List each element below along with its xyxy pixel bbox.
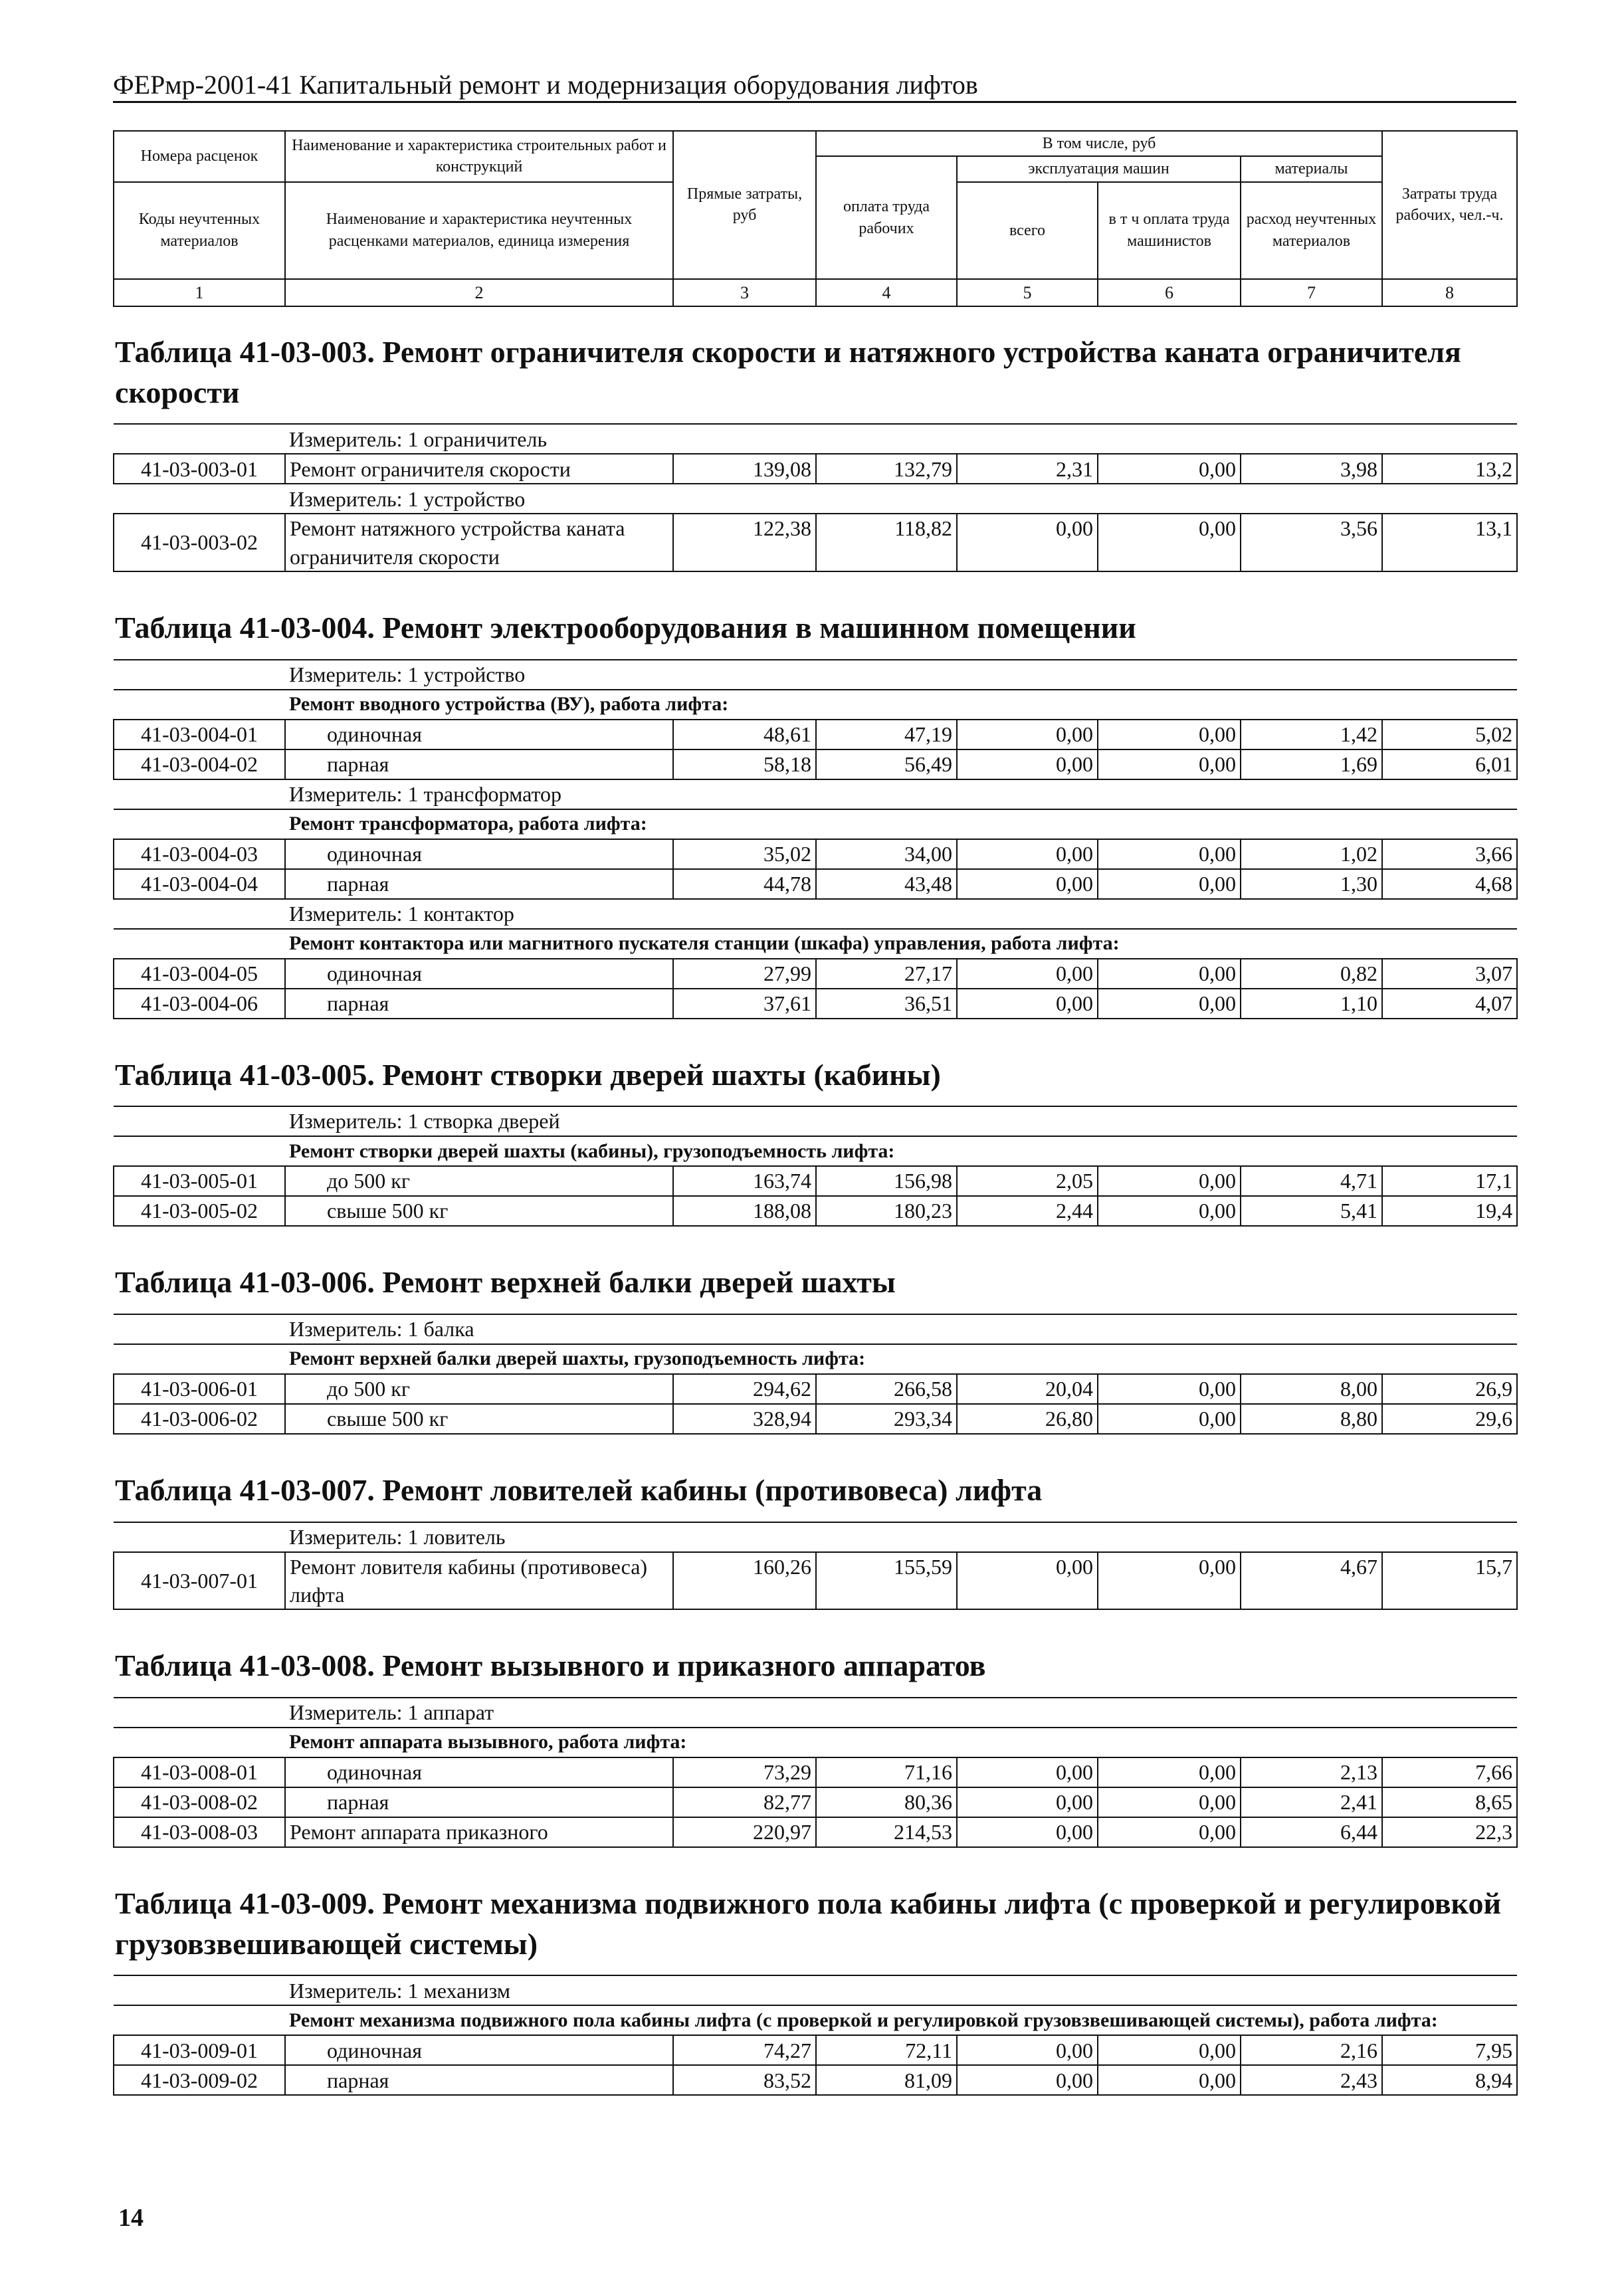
table-title-row bbox=[114, 1243, 1517, 1314]
direct-cost: 82,77 bbox=[673, 1787, 816, 1817]
labor-pay: 118,82 bbox=[816, 514, 957, 571]
rate-code: 41-03-005-01 bbox=[114, 1166, 285, 1196]
labor-pay: 81,09 bbox=[816, 2065, 957, 2095]
work-name: свыше 500 кг bbox=[285, 1196, 673, 1226]
header-rashod: расход неучтенных материалов bbox=[1241, 182, 1382, 279]
measure-unit: Измеритель: 1 трансформатор bbox=[285, 779, 1517, 809]
table-title-row bbox=[114, 312, 1517, 424]
measure-unit: Измеритель: 1 механизм bbox=[285, 1975, 1517, 2005]
labor-hours: 8,65 bbox=[1382, 1787, 1517, 1817]
measure-unit-row bbox=[114, 779, 1517, 809]
labor-hours: 13,2 bbox=[1382, 454, 1517, 484]
direct-cost: 220,97 bbox=[673, 1817, 816, 1847]
work-name: одиночная bbox=[285, 2035, 673, 2065]
rate-code: 41-03-004-06 bbox=[114, 989, 285, 1019]
header-num: 5 bbox=[957, 279, 1098, 306]
table-row bbox=[114, 1404, 1517, 1434]
labor-pay: 43,48 bbox=[816, 869, 957, 899]
measure-unit: Измеритель: 1 створка дверей bbox=[285, 1106, 1517, 1136]
measure-unit-row bbox=[114, 1314, 1517, 1344]
work-name: одиночная bbox=[285, 1757, 673, 1787]
materials: 2,16 bbox=[1241, 2035, 1382, 2065]
header-oplata: оплата труда рабочих bbox=[816, 156, 957, 278]
group-heading: Ремонт верхней балки дверей шахты, грузоподъемность лифта: bbox=[285, 1344, 1517, 1374]
header-vtch: в т ч оплата труда машинистов bbox=[1098, 182, 1241, 279]
direct-cost: 160,26 bbox=[673, 1552, 816, 1609]
machines-total: 2,05 bbox=[957, 1166, 1098, 1196]
rate-code: 41-03-004-05 bbox=[114, 959, 285, 989]
table-row bbox=[114, 1787, 1517, 1817]
empty-cell bbox=[114, 809, 285, 839]
measure-unit-row bbox=[114, 1975, 1517, 2005]
empty-cell bbox=[114, 424, 285, 454]
labor-pay: 47,19 bbox=[816, 720, 957, 749]
materials: 1,02 bbox=[1241, 839, 1382, 869]
table-title: Таблица 41-03-003. Ремонт ограничителя скорости и натяжного устройства каната ограничителя скорости bbox=[115, 335, 1461, 409]
measure-unit: Измеритель: 1 ловитель bbox=[285, 1522, 1517, 1552]
machines-total: 0,00 bbox=[957, 2065, 1098, 2095]
table-row bbox=[114, 749, 1517, 779]
labor-pay: 155,59 bbox=[816, 1552, 957, 1609]
measure-unit: Измеритель: 1 балка bbox=[285, 1314, 1517, 1344]
rate-code: 41-03-006-02 bbox=[114, 1404, 285, 1434]
header-num: 4 bbox=[816, 279, 957, 306]
table-row bbox=[114, 1166, 1517, 1196]
table-row bbox=[114, 1757, 1517, 1787]
labor-hours: 7,95 bbox=[1382, 2035, 1517, 2065]
measure-unit: Измеритель: 1 ограничитель bbox=[285, 424, 1517, 454]
header-num: 7 bbox=[1241, 279, 1382, 306]
labor-hours: 13,1 bbox=[1382, 514, 1517, 571]
machinists-pay: 0,00 bbox=[1098, 1196, 1241, 1226]
rates-table bbox=[113, 312, 1518, 2096]
group-heading-row bbox=[114, 929, 1517, 959]
labor-pay: 293,34 bbox=[816, 1404, 957, 1434]
measure-unit-row bbox=[114, 484, 1517, 514]
table-row bbox=[114, 514, 1517, 571]
rate-code: 41-03-008-01 bbox=[114, 1757, 285, 1787]
machinists-pay: 0,00 bbox=[1098, 1374, 1241, 1404]
table-title: Таблица 41-03-007. Ремонт ловителей кабины (противовеса) лифта bbox=[115, 1473, 1043, 1508]
empty-cell bbox=[114, 1226, 1517, 1243]
group-heading: Ремонт механизма подвижного пола кабины лифта (с проверкой и регулировкой грузовзвешивающей системы), работа лифта: bbox=[285, 2005, 1517, 2035]
work-name: парная bbox=[285, 989, 673, 1019]
empty-cell bbox=[114, 1314, 285, 1344]
header-numbers-row bbox=[114, 279, 1517, 306]
table-row bbox=[114, 720, 1517, 749]
materials: 1,30 bbox=[1241, 869, 1382, 899]
machinists-pay: 0,00 bbox=[1098, 514, 1241, 571]
machinists-pay: 0,00 bbox=[1098, 839, 1241, 869]
labor-hours: 5,02 bbox=[1382, 720, 1517, 749]
measure-unit-row bbox=[114, 660, 1517, 690]
table-title-cell bbox=[114, 1243, 1517, 1314]
table-row bbox=[114, 2065, 1517, 2095]
group-heading-row bbox=[114, 1728, 1517, 1757]
machines-total: 0,00 bbox=[957, 514, 1098, 571]
work-name: одиночная bbox=[285, 720, 673, 749]
labor-hours: 15,7 bbox=[1382, 1552, 1517, 1609]
empty-cell bbox=[114, 1019, 1517, 1035]
measure-unit-row bbox=[114, 899, 1517, 929]
direct-cost: 27,99 bbox=[673, 959, 816, 989]
empty-cell bbox=[114, 1609, 1517, 1626]
empty-cell bbox=[114, 690, 285, 720]
table-title-cell bbox=[114, 1626, 1517, 1698]
header-num: 6 bbox=[1098, 279, 1241, 306]
machinists-pay: 0,00 bbox=[1098, 2065, 1241, 2095]
table-row bbox=[114, 1374, 1517, 1404]
header-ekspl: эксплуатация машин bbox=[957, 156, 1241, 181]
machinists-pay: 0,00 bbox=[1098, 989, 1241, 1019]
header-nomera: Номера расценок bbox=[114, 131, 285, 182]
measure-unit: Измеритель: 1 устройство bbox=[285, 660, 1517, 690]
labor-hours: 4,68 bbox=[1382, 869, 1517, 899]
table-spacer bbox=[114, 1226, 1517, 1243]
rate-code: 41-03-006-01 bbox=[114, 1374, 285, 1404]
table-title-row bbox=[114, 1626, 1517, 1698]
direct-cost: 35,02 bbox=[673, 839, 816, 869]
group-heading: Ремонт контактора или магнитного пускателя станции (шкафа) управления, работа лифта: bbox=[285, 929, 1517, 959]
labor-pay: 156,98 bbox=[816, 1166, 957, 1196]
work-name: до 500 кг bbox=[285, 1374, 673, 1404]
machines-total: 0,00 bbox=[957, 869, 1098, 899]
labor-pay: 80,36 bbox=[816, 1787, 957, 1817]
table-title: Таблица 41-03-008. Ремонт вызывного и приказного аппаратов bbox=[115, 1648, 986, 1683]
direct-cost: 328,94 bbox=[673, 1404, 816, 1434]
materials: 6,44 bbox=[1241, 1817, 1382, 1847]
group-heading: Ремонт трансформатора, работа лифта: bbox=[285, 809, 1517, 839]
labor-hours: 17,1 bbox=[1382, 1166, 1517, 1196]
materials: 8,80 bbox=[1241, 1404, 1382, 1434]
machinists-pay: 0,00 bbox=[1098, 869, 1241, 899]
direct-cost: 73,29 bbox=[673, 1757, 816, 1787]
machines-total: 0,00 bbox=[957, 1757, 1098, 1787]
materials: 4,71 bbox=[1241, 1166, 1382, 1196]
table-row bbox=[114, 2035, 1517, 2065]
empty-cell bbox=[114, 779, 285, 809]
labor-hours: 26,9 bbox=[1382, 1374, 1517, 1404]
work-name: до 500 кг bbox=[285, 1166, 673, 1196]
machinists-pay: 0,00 bbox=[1098, 959, 1241, 989]
labor-hours: 6,01 bbox=[1382, 749, 1517, 779]
table-row bbox=[114, 839, 1517, 869]
table-spacer bbox=[114, 1019, 1517, 1035]
measure-unit: Измеритель: 1 контактор bbox=[285, 899, 1517, 929]
machines-total: 0,00 bbox=[957, 989, 1098, 1019]
machinists-pay: 0,00 bbox=[1098, 749, 1241, 779]
work-name: парная bbox=[285, 749, 673, 779]
materials: 2,13 bbox=[1241, 1757, 1382, 1787]
table-row bbox=[114, 454, 1517, 484]
rate-code: 41-03-009-02 bbox=[114, 2065, 285, 2095]
table-row bbox=[114, 959, 1517, 989]
header-vtom: В том числе, руб bbox=[816, 131, 1382, 156]
title-rule bbox=[113, 101, 1516, 103]
labor-hours: 7,66 bbox=[1382, 1757, 1517, 1787]
labor-pay: 34,00 bbox=[816, 839, 957, 869]
group-heading: Ремонт вводного устройства (ВУ), работа лифта: bbox=[285, 690, 1517, 720]
table-spacer bbox=[114, 1434, 1517, 1450]
machinists-pay: 0,00 bbox=[1098, 1787, 1241, 1817]
column-header-table bbox=[113, 130, 1518, 307]
rate-code: 41-03-007-01 bbox=[114, 1552, 285, 1609]
table-spacer bbox=[114, 1609, 1517, 1626]
empty-cell bbox=[114, 899, 285, 929]
table-title-cell bbox=[114, 312, 1517, 424]
page-title: ФЕРмр-2001-41 Капитальный ремонт и модернизация оборудования лифтов bbox=[113, 70, 978, 100]
work-name: одиночная bbox=[285, 839, 673, 869]
machinists-pay: 0,00 bbox=[1098, 1552, 1241, 1609]
machines-total: 2,31 bbox=[957, 454, 1098, 484]
rate-code: 41-03-003-02 bbox=[114, 514, 285, 571]
direct-cost: 188,08 bbox=[673, 1196, 816, 1226]
rate-code: 41-03-005-02 bbox=[114, 1196, 285, 1226]
table-title-cell bbox=[114, 588, 1517, 660]
header-num: 8 bbox=[1382, 279, 1517, 306]
labor-pay: 132,79 bbox=[816, 454, 957, 484]
labor-pay: 71,16 bbox=[816, 1757, 957, 1787]
machines-total: 0,00 bbox=[957, 839, 1098, 869]
table-row bbox=[114, 1196, 1517, 1226]
direct-cost: 122,38 bbox=[673, 514, 816, 571]
group-heading: Ремонт аппарата вызывного, работа лифта: bbox=[285, 1728, 1517, 1757]
machinists-pay: 0,00 bbox=[1098, 454, 1241, 484]
empty-cell bbox=[114, 1522, 285, 1552]
direct-cost: 74,27 bbox=[673, 2035, 816, 2065]
measure-unit-row bbox=[114, 1106, 1517, 1136]
direct-cost: 83,52 bbox=[673, 2065, 816, 2095]
table-title-row bbox=[114, 1864, 1517, 1975]
materials: 0,82 bbox=[1241, 959, 1382, 989]
rate-code: 41-03-009-01 bbox=[114, 2035, 285, 2065]
empty-cell bbox=[114, 929, 285, 959]
direct-cost: 37,61 bbox=[673, 989, 816, 1019]
machines-total: 2,44 bbox=[957, 1196, 1098, 1226]
rate-code: 41-03-004-02 bbox=[114, 749, 285, 779]
table-title-cell bbox=[114, 1035, 1517, 1107]
machinists-pay: 0,00 bbox=[1098, 1166, 1241, 1196]
table-title: Таблица 41-03-004. Ремонт электрооборудования в машинном помещении bbox=[115, 610, 1136, 645]
measure-unit-row bbox=[114, 1522, 1517, 1552]
rate-code: 41-03-008-03 bbox=[114, 1817, 285, 1847]
work-name: парная bbox=[285, 2065, 673, 2095]
group-heading-row bbox=[114, 690, 1517, 720]
work-name: одиночная bbox=[285, 959, 673, 989]
work-name: свыше 500 кг bbox=[285, 1404, 673, 1434]
labor-pay: 27,17 bbox=[816, 959, 957, 989]
table-title-cell bbox=[114, 1864, 1517, 1975]
labor-hours: 22,3 bbox=[1382, 1817, 1517, 1847]
empty-cell bbox=[114, 1434, 1517, 1450]
machines-total: 0,00 bbox=[957, 720, 1098, 749]
machines-total: 0,00 bbox=[957, 959, 1098, 989]
machines-total: 26,80 bbox=[957, 1404, 1098, 1434]
table-row bbox=[114, 869, 1517, 899]
work-name: Ремонт натяжного устройства каната ограничителя скорости bbox=[285, 514, 673, 571]
machinists-pay: 0,00 bbox=[1098, 1817, 1241, 1847]
rate-code: 41-03-003-01 bbox=[114, 454, 285, 484]
work-name: Ремонт ограничителя скорости bbox=[285, 454, 673, 484]
rate-code: 41-03-004-03 bbox=[114, 839, 285, 869]
labor-pay: 56,49 bbox=[816, 749, 957, 779]
empty-cell bbox=[114, 1728, 285, 1757]
empty-cell bbox=[114, 660, 285, 690]
empty-cell bbox=[114, 571, 1517, 588]
rate-code: 41-03-004-01 bbox=[114, 720, 285, 749]
work-name: Ремонт ловителя кабины (противовеса) лифта bbox=[285, 1552, 673, 1609]
table-title: Таблица 41-03-005. Ремонт створки дверей шахты (кабины) bbox=[115, 1057, 941, 1092]
machinists-pay: 0,00 bbox=[1098, 720, 1241, 749]
header-zatraty: Затраты труда рабочих, чел.-ч. bbox=[1382, 131, 1517, 279]
machines-total: 0,00 bbox=[957, 1817, 1098, 1847]
direct-cost: 58,18 bbox=[673, 749, 816, 779]
header-kody: Коды неучтенных материалов bbox=[114, 182, 285, 279]
header-materialy: материалы bbox=[1241, 156, 1382, 181]
labor-hours: 19,4 bbox=[1382, 1196, 1517, 1226]
labor-pay: 72,11 bbox=[816, 2035, 957, 2065]
direct-cost: 44,78 bbox=[673, 869, 816, 899]
table-spacer bbox=[114, 1847, 1517, 1864]
machinists-pay: 0,00 bbox=[1098, 1757, 1241, 1787]
page-number: 14 bbox=[118, 2204, 144, 2232]
labor-pay: 180,23 bbox=[816, 1196, 957, 1226]
machines-total: 0,00 bbox=[957, 1787, 1098, 1817]
rate-code: 41-03-004-04 bbox=[114, 869, 285, 899]
materials: 1,42 bbox=[1241, 720, 1382, 749]
materials: 8,00 bbox=[1241, 1374, 1382, 1404]
empty-cell bbox=[114, 484, 285, 514]
machines-total: 0,00 bbox=[957, 2035, 1098, 2065]
measure-unit-row bbox=[114, 1698, 1517, 1728]
machines-total: 0,00 bbox=[957, 1552, 1098, 1609]
materials: 1,69 bbox=[1241, 749, 1382, 779]
direct-cost: 48,61 bbox=[673, 720, 816, 749]
empty-cell bbox=[114, 1698, 285, 1728]
machinists-pay: 0,00 bbox=[1098, 2035, 1241, 2065]
work-name: Ремонт аппарата приказного bbox=[285, 1817, 673, 1847]
group-heading-row bbox=[114, 1344, 1517, 1374]
table-spacer bbox=[114, 571, 1517, 588]
machines-total: 0,00 bbox=[957, 749, 1098, 779]
rate-code: 41-03-008-02 bbox=[114, 1787, 285, 1817]
materials: 4,67 bbox=[1241, 1552, 1382, 1609]
materials: 2,41 bbox=[1241, 1787, 1382, 1817]
empty-cell bbox=[114, 1847, 1517, 1864]
group-heading: Ремонт створки дверей шахты (кабины), грузоподъемность лифта: bbox=[285, 1136, 1517, 1166]
header-vsego: всего bbox=[957, 182, 1098, 279]
group-heading-row bbox=[114, 2005, 1517, 2035]
header-naim: Наименование и характеристика строительных работ и конструкций bbox=[285, 131, 673, 182]
labor-pay: 214,53 bbox=[816, 1817, 957, 1847]
labor-hours: 29,6 bbox=[1382, 1404, 1517, 1434]
work-name: парная bbox=[285, 869, 673, 899]
empty-cell bbox=[114, 1136, 285, 1166]
labor-hours: 3,07 bbox=[1382, 959, 1517, 989]
materials: 2,43 bbox=[1241, 2065, 1382, 2095]
header-naim2: Наименование и характеристика неучтенных расценками материалов, единица измерения bbox=[285, 182, 673, 279]
materials: 3,98 bbox=[1241, 454, 1382, 484]
labor-pay: 266,58 bbox=[816, 1374, 957, 1404]
measure-unit: Измеритель: 1 устройство bbox=[285, 484, 1517, 514]
machinists-pay: 0,00 bbox=[1098, 1404, 1241, 1434]
table-title-row bbox=[114, 1450, 1517, 1522]
header-num: 1 bbox=[114, 279, 285, 306]
labor-hours: 8,94 bbox=[1382, 2065, 1517, 2095]
work-name: парная bbox=[285, 1787, 673, 1817]
direct-cost: 139,08 bbox=[673, 454, 816, 484]
table-title: Таблица 41-03-006. Ремонт верхней балки дверей шахты bbox=[115, 1265, 896, 1300]
empty-cell bbox=[114, 1975, 285, 2005]
materials: 5,41 bbox=[1241, 1196, 1382, 1226]
header-pryamye: Прямые затраты, руб bbox=[673, 131, 816, 279]
labor-pay: 36,51 bbox=[816, 989, 957, 1019]
empty-cell bbox=[114, 2005, 285, 2035]
group-heading-row bbox=[114, 1136, 1517, 1166]
group-heading-row bbox=[114, 809, 1517, 839]
empty-cell bbox=[114, 1344, 285, 1374]
measure-unit-row bbox=[114, 424, 1517, 454]
header-num: 2 bbox=[285, 279, 673, 306]
labor-hours: 3,66 bbox=[1382, 839, 1517, 869]
table-title-cell bbox=[114, 1450, 1517, 1522]
measure-unit: Измеритель: 1 аппарат bbox=[285, 1698, 1517, 1728]
table-title-row bbox=[114, 588, 1517, 660]
table-title: Таблица 41-03-009. Ремонт механизма подвижного пола кабины лифта (с проверкой и регулировкой грузовзвешивающей системы) bbox=[115, 1886, 1501, 1961]
empty-cell bbox=[114, 1106, 285, 1136]
materials: 1,10 bbox=[1241, 989, 1382, 1019]
table-row bbox=[114, 989, 1517, 1019]
table-row bbox=[114, 1817, 1517, 1847]
direct-cost: 163,74 bbox=[673, 1166, 816, 1196]
table-row bbox=[114, 1552, 1517, 1609]
header-num: 3 bbox=[673, 279, 816, 306]
machines-total: 20,04 bbox=[957, 1374, 1098, 1404]
table-title-row bbox=[114, 1035, 1517, 1107]
direct-cost: 294,62 bbox=[673, 1374, 816, 1404]
labor-hours: 4,07 bbox=[1382, 989, 1517, 1019]
materials: 3,56 bbox=[1241, 514, 1382, 571]
